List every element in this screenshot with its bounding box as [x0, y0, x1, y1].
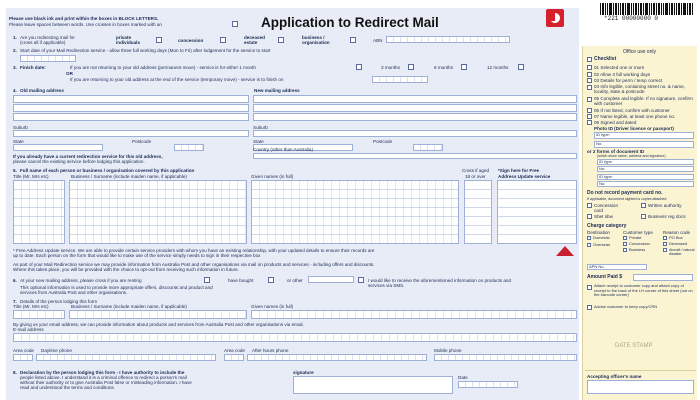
mobile-input[interactable]: [434, 354, 577, 361]
q1-private-checkbox[interactable]: [156, 37, 162, 43]
old-postcode-input[interactable]: [174, 144, 204, 151]
disaster-box[interactable]: [663, 248, 667, 252]
office-use-panel: [582, 46, 697, 400]
accepting-officer-input[interactable]: [587, 380, 694, 394]
q1-business-checkbox[interactable]: [350, 37, 356, 43]
q7-surname-col: Business / Surname (include maiden name, if applicable): [71, 304, 187, 309]
q6-line2: This optional information is used to provide more appropriate offers, discounts and product and: [20, 285, 213, 290]
country-label: Country (other than Australia): [253, 147, 314, 152]
area-code-input-2[interactable]: [224, 354, 244, 361]
check-03-box[interactable]: [587, 78, 592, 83]
doc1-no[interactable]: [597, 166, 694, 172]
overseas-label: Overseas: [593, 242, 611, 247]
q3-6months-checkbox[interactable]: [461, 64, 467, 70]
check-04-box[interactable]: [587, 85, 592, 90]
old-address-line3[interactable]: [13, 113, 249, 121]
q6-number: 6.: [13, 278, 17, 283]
email-label: E-mail address: [13, 327, 44, 332]
country-input[interactable]: [253, 153, 577, 159]
q5-surname-col: Business / Surname (include maiden name, if applicable): [71, 174, 187, 179]
q7-title-col: Title (Mr, Mrs etc): [13, 304, 49, 309]
q5-over18: 18 or over: [465, 174, 486, 179]
q7-given-input[interactable]: [251, 310, 577, 319]
check-05-box[interactable]: [587, 97, 592, 102]
q6-label: At your new mailing address, please cross if you are renting: [20, 278, 142, 283]
q7-number: 7.: [13, 299, 17, 304]
pobox-box[interactable]: [663, 236, 667, 240]
existing-service-line1: If you already have a current redirection service for this old address,: [13, 154, 163, 159]
doc1-no-label: No:: [599, 166, 606, 171]
advise-instruction: Advise customer to keep copy/CRN: [594, 304, 658, 309]
domestic-label: Domestic: [593, 235, 610, 240]
sms-line1: I would like to receive the aforementioned information on products and: [368, 278, 512, 283]
reason-code-label: Reason code: [663, 230, 691, 235]
photo-id-type-label: ID type:: [596, 132, 610, 137]
q8-line1: Declaration by the person lodging this form - I have authority to include the: [20, 370, 185, 375]
q7-title-input[interactable]: [13, 310, 65, 319]
check-08-box[interactable]: [587, 120, 592, 125]
q5-title-grid[interactable]: [13, 180, 65, 244]
written-authority-label: Written authority: [648, 203, 682, 208]
main-form: [6, 8, 579, 400]
photo-id-no[interactable]: [594, 141, 694, 148]
overseas-box[interactable]: [587, 243, 591, 247]
q3-6months-label: 6 months: [434, 65, 453, 70]
doc1-type-label: ID type:: [599, 159, 613, 164]
q4-number: 4.: [13, 88, 17, 93]
doc2-no[interactable]: [597, 181, 694, 187]
q3-label: Finish date:: [20, 65, 46, 70]
written-authority-box[interactable]: [641, 203, 646, 208]
doc2-type-label: ID type:: [599, 174, 613, 179]
private-label: Private: [629, 235, 642, 240]
no-record-card: Do not record payment card no.: [587, 190, 663, 196]
australia-post-logo: [546, 9, 564, 27]
q1-abn-label: ABN: [373, 38, 383, 43]
signature-field[interactable]: [293, 376, 453, 394]
business-label: Business: [629, 247, 646, 252]
q6-other-input[interactable]: [308, 276, 354, 283]
check-08: 08 Signed and dated: [594, 120, 637, 125]
q5-sign-here2: Address Update service: [498, 174, 551, 179]
concession-label: Concession: [629, 241, 650, 246]
old-suburb-input[interactable]: [13, 130, 249, 137]
domestic-box[interactable]: [587, 236, 591, 240]
check-07: 07 Name legible, at least one phone no.: [594, 114, 676, 119]
form-title: Application to Redirect Mail: [261, 15, 439, 30]
q5-over18-grid[interactable]: [464, 180, 492, 244]
q1-label: Are you redirecting mail for: [20, 35, 75, 40]
q1-sub: (cross all if applicable): [20, 40, 66, 45]
q5-label: Full name of each person or business / organisation covered by this application: [20, 168, 195, 173]
date-stamp-area: DATE STAMP: [615, 343, 653, 349]
post-logo-icon: [546, 9, 564, 27]
q3-line1: If you are not returning to your old address (permanent move) - service is for either 1 month: [70, 65, 256, 70]
sms-line2: services via SMS.: [368, 283, 405, 288]
old-address-line1[interactable]: [13, 95, 249, 103]
new-suburb-input[interactable]: [253, 130, 577, 137]
q6-line3: services from Australia Post and other organisations.: [20, 290, 128, 295]
daytime-phone-label: Daytime phone: [41, 348, 72, 353]
barcode-number: *221 00000000 0: [604, 15, 659, 22]
q5-surname-grid[interactable]: [69, 180, 247, 244]
q5-cross-if: Cross if aged: [462, 168, 490, 173]
q3-12months-checkbox[interactable]: [518, 64, 524, 70]
q3-12months-label: 12 months: [487, 65, 509, 70]
disaster-label: Aircraft / natural disaster: [669, 248, 695, 257]
check-05: 05 Complete and legible. If no signature, confirm with customer: [594, 96, 693, 107]
stamp-divider: [585, 370, 696, 371]
q6-bought-label: have bought: [228, 278, 254, 283]
or-two-forms-sub: (which show name, address and signature): [597, 154, 666, 158]
q8-line3: without their authority or to give Australia Post false or misleading information. I have: [20, 380, 192, 385]
seen-label: Sbet sbw: [594, 214, 613, 219]
q8-line2: people listed above. I understand it is a criminal offence to redirect a person's mail: [20, 375, 187, 380]
q8-line4: read and understood the terms and conditions.: [20, 385, 115, 390]
start-date-input[interactable]: [20, 55, 76, 62]
customer-type-label: Customer type: [623, 230, 653, 235]
reg-docs-box[interactable]: [641, 214, 646, 219]
concession-card-box[interactable]: [587, 203, 592, 208]
q8-number: 8.: [13, 370, 17, 375]
q6-bought-checkbox[interactable]: [268, 277, 274, 283]
new-address-line3[interactable]: [253, 113, 577, 121]
instruction-spaces: Please leave spaces between words. Use crosses in boxes marked with an: [9, 22, 162, 27]
q2-label: Start date of your Mail Redirection service - allow three full working days (Mon to Fri) after lodgement for the service to start: [20, 48, 271, 53]
concession-box[interactable]: [623, 242, 627, 246]
check-02: 02 Allow 3 full working days: [594, 72, 651, 77]
email-input[interactable]: [13, 333, 577, 342]
q3-3months-checkbox[interactable]: [408, 64, 414, 70]
date-label: Date: [458, 375, 468, 380]
q3-line2: If you are returning to your old address at the end of the service (temporary move) - service is to finish on: [70, 77, 284, 82]
sms-checkbox[interactable]: [358, 277, 364, 283]
or-two-forms: or 2 forms of document ID: [587, 149, 645, 154]
after-hours-label: After hours phone: [252, 348, 289, 353]
q2-number: 2.: [13, 48, 17, 53]
deceased-label: Deceased: [669, 241, 688, 246]
amount-paid-input[interactable]: [633, 274, 693, 281]
old-address-line2[interactable]: [13, 104, 249, 112]
declaration-date-input[interactable]: [458, 381, 518, 388]
deceased-box[interactable]: [663, 242, 667, 246]
q1-concession-label: concession: [178, 38, 204, 43]
barcode: [600, 3, 695, 21]
q1-concession-checkbox[interactable]: [220, 37, 226, 43]
q5-number: 5.: [13, 168, 17, 173]
new-postcode-input[interactable]: [413, 144, 443, 151]
free-service-line1: * Free Address Update service. We are able to provide certain service providers with whom you have an existing relationship, with your updated details to ensure their records are: [13, 248, 375, 253]
q5-signature-grid[interactable]: [497, 180, 577, 244]
daytime-phone-input[interactable]: [36, 354, 216, 361]
q1-number: 1.: [13, 35, 17, 40]
amount-paid-label: Amount Paid $: [587, 274, 623, 280]
receipt-instruction: Attach receipt to customer copy and attach copy of receipt to the back of the LH corner of this sheet (not on the barcode corner): [594, 283, 693, 298]
q1-deceased-label: deceased estate: [244, 35, 265, 46]
old-state-label: State: [13, 139, 24, 144]
private-box[interactable]: [623, 236, 627, 240]
q7-given-col: Given names (in full): [251, 304, 294, 309]
free-service-line2: up to date. Each person on the form that would like to make use of the service simply needs to sign in their respective box: [13, 253, 261, 258]
new-address-line2[interactable]: [253, 104, 577, 112]
old-state-input[interactable]: [13, 144, 103, 151]
check-07-box[interactable]: [587, 114, 592, 119]
q3-3months-label: 3 months: [381, 65, 400, 70]
q1-private-label: private individuals: [116, 35, 140, 46]
privacy-line1: As part of your Mail Redirection service we may provide information from Australia Post and other organisations via mail on products and services - including offers and discounts.: [13, 262, 375, 267]
old-postcode-label: Postcode: [132, 139, 152, 144]
check-06-box[interactable]: [587, 108, 592, 113]
q5-given-col: Given names (in full): [251, 174, 294, 179]
privacy-line2: Where this takes place, you will be provided with the choice to opt-out from receiving such information in future.: [13, 267, 239, 272]
abn-input[interactable]: [386, 36, 510, 43]
q6-other-label: or other: [287, 278, 303, 283]
check-06: 06 If not listed, confirm with customer: [594, 108, 670, 113]
q6-renting-checkbox[interactable]: [204, 277, 210, 283]
example-cross-box: [232, 21, 238, 27]
business-box[interactable]: [623, 248, 627, 252]
area-code-input-1[interactable]: [13, 354, 33, 361]
advise-box[interactable]: [587, 305, 592, 310]
q1-deceased-checkbox[interactable]: [278, 37, 284, 43]
new-address-label: New mailing address: [254, 88, 300, 93]
q5-title-col: Title (Mr, Mrs etc): [13, 174, 49, 179]
finish-date-input[interactable]: [372, 76, 428, 83]
after-hours-input[interactable]: [247, 354, 427, 361]
office-heading: Office use only: [623, 49, 656, 55]
arrow-up-icon: [556, 246, 574, 256]
concession-card-label: Concession card: [594, 203, 619, 214]
photo-id-label: Photo ID (Driver licence or passport): [594, 126, 674, 131]
check-02-box[interactable]: [587, 72, 592, 77]
area-code-label-1: Area code: [13, 348, 34, 353]
new-postcode-label: Postcode: [373, 139, 393, 144]
check-04: 04 Info legible, containing street no. & name, locality, state & postcode: [594, 84, 685, 95]
pobox-label: PO Box: [669, 235, 683, 240]
old-suburb-label: Suburb: [13, 125, 28, 130]
q7-surname-input[interactable]: [69, 310, 247, 319]
charge-category: Charge category: [587, 223, 627, 229]
check-01-box[interactable]: [587, 65, 592, 70]
check-03: 03 Details for perm / temp correct: [594, 78, 663, 83]
no-record-card-sub: If applicable, document sighted is copies attached: [587, 197, 667, 201]
existing-service-line2: please cancel the existing service before lodging this application.: [13, 159, 145, 164]
new-suburb-label: Suburb: [253, 125, 268, 130]
signature-label: signature: [293, 370, 314, 375]
destination-label: Destination: [587, 230, 610, 235]
q5-sign-here: *Sign here for Free: [498, 168, 540, 173]
mobile-label: Mobile phone: [434, 348, 462, 353]
receipt-box[interactable]: [587, 285, 592, 290]
q3-1month-checkbox[interactable]: [356, 64, 362, 70]
seen-box[interactable]: [587, 214, 592, 219]
barcode-bars-icon: [600, 3, 695, 15]
doc2-no-label: No:: [599, 181, 606, 186]
checklist-checkbox[interactable]: [587, 57, 592, 62]
q3-or: OR: [66, 71, 73, 76]
reg-docs-label: Business reg docs: [648, 214, 686, 219]
q3-number: 3.: [13, 65, 17, 70]
apn-label: APN No.: [589, 264, 605, 269]
new-address-line1[interactable]: [253, 95, 577, 103]
check-01: 01 Selected one or more: [594, 65, 645, 70]
q7-label: Details of the person lodging this form: [20, 299, 98, 304]
new-state-label: State: [253, 139, 264, 144]
area-code-label-2: Area code: [224, 348, 245, 353]
q1-business-label: business / organisation: [302, 35, 330, 46]
q5-given-grid[interactable]: [251, 180, 459, 244]
accepting-officer-label: Accepting officer's name: [587, 374, 642, 379]
email-info: By giving us your email address, we can provide information about products and services from Australia Post and other organisations via email.: [13, 322, 304, 327]
instruction-ink: Please use black ink and print within the boxes in BLOCK LETTERS.: [9, 16, 159, 21]
photo-id-no-label: No:: [596, 141, 603, 146]
old-address-label: Old mailing address: [20, 88, 64, 93]
checklist-title: Checklist: [594, 56, 617, 62]
